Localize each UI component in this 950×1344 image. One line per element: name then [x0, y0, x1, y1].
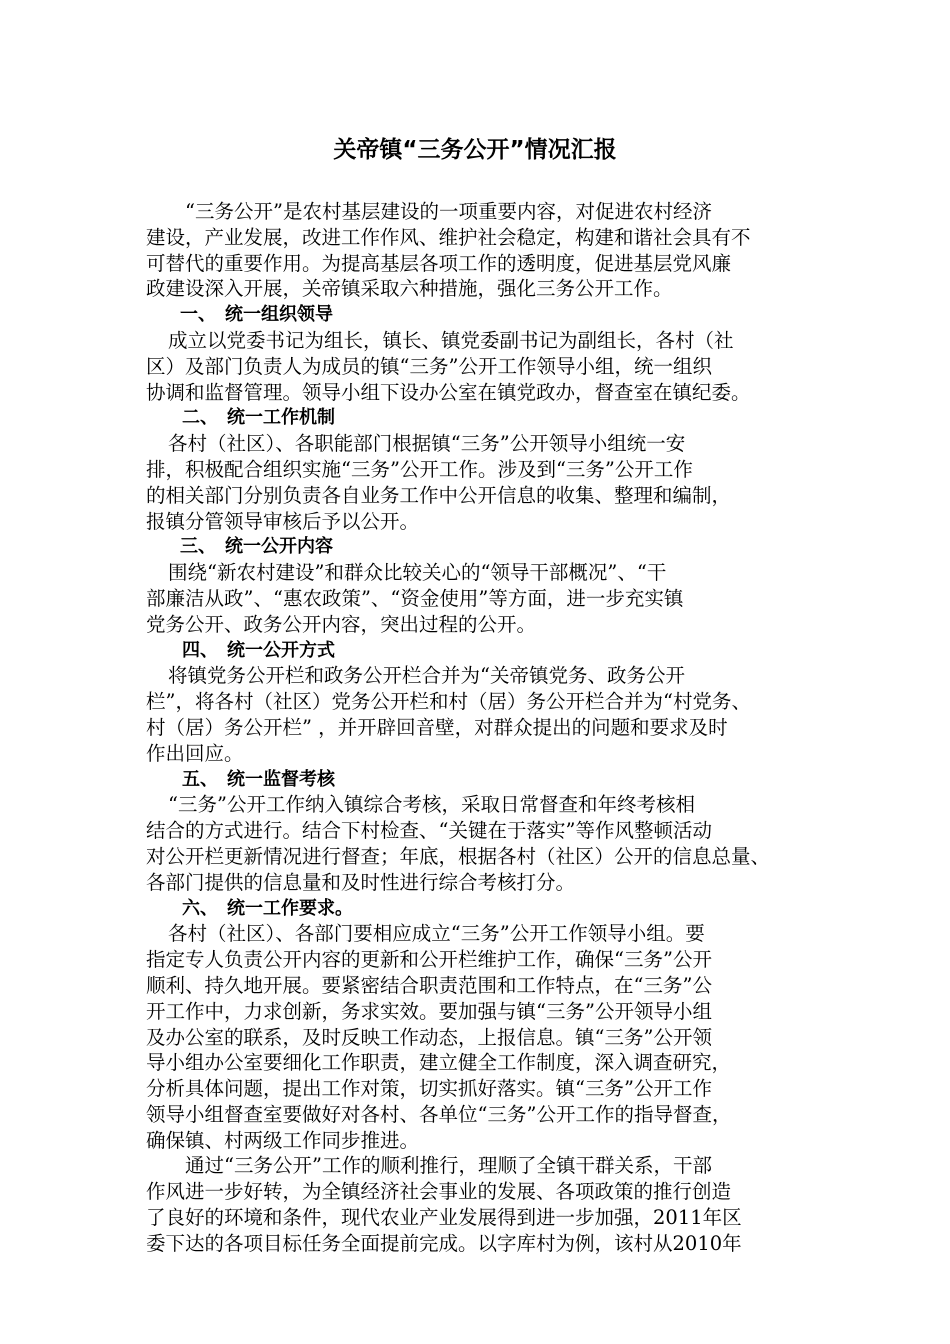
- section-heading-3: 三、 统一公开内容: [180, 536, 333, 558]
- paragraph-line: 建设，产业发展，改进工作作风、维护社会稳定，构建和谐社会具有不: [146, 225, 751, 249]
- paragraph-line: “三务公开”是农村基层建设的一项重要内容，对促进农村经济: [185, 200, 712, 223]
- paragraph-line: 栏”，将各村（社区）党务公开栏和村（居）务公开栏合并为“村党务、: [146, 690, 751, 714]
- paragraph-line: 顺利、持久地开展。要紧密结合职责范围和工作特点，在“三务”公: [146, 973, 712, 997]
- paragraph-line: 委下达的各项目标任务全面提前完成。以字库村为例，该村从2010年: [146, 1231, 742, 1255]
- paragraph-line: 部廉洁从政”、“惠农政策”、“资金使用”等方面，进一步充实镇: [146, 586, 684, 610]
- paragraph-line: 及办公室的联系，及时反映工作动态，上报信息。镇“三务”公开领: [146, 1025, 712, 1049]
- paragraph-line: 作出回应。: [146, 741, 244, 765]
- paragraph-line: 村（居）务公开栏” ，并开辟回音壁，对群众提出的问题和要求及时: [146, 715, 728, 739]
- paragraph-line: 协调和监督管理。领导小组下设办公室在镇党政办，督查室在镇纪委。: [146, 380, 751, 404]
- paragraph-line: 分析具体问题，提出工作对策，切实抓好落实。镇“三务”公开工作: [146, 1077, 712, 1101]
- section-heading-2: 二、 统一工作机制: [182, 407, 335, 429]
- document-title: 关帝镇“三务公开”情况汇报: [333, 137, 617, 163]
- paragraph-line: 了良好的环境和条件，现代农业产业发展得到进一步加强，2011年区: [146, 1206, 742, 1230]
- paragraph-line: 将镇党务公开栏和政务公开栏合并为“关帝镇党务、政务公开: [168, 664, 685, 688]
- paragraph-line: 可替代的重要作用。为提高基层各项工作的透明度，促进基层党风廉: [146, 251, 732, 275]
- paragraph-line: 排，积极配合组织实施“三务”公开工作。涉及到“三务”公开工作: [146, 457, 693, 481]
- paragraph-line: 报镇分管领导审核后予以公开。: [146, 509, 420, 533]
- paragraph-line: 围绕“新农村建设”和群众比较关心的“领导干部概况”、“干: [168, 561, 667, 585]
- paragraph-line: 确保镇、村两级工作同步推进。: [146, 1128, 420, 1152]
- paragraph-line: 党务公开、政务公开内容，突出过程的公开。: [146, 612, 537, 636]
- paragraph-line: 各部门提供的信息量和及时性进行综合考核打分。: [146, 870, 576, 894]
- paragraph-line: 区）及部门负责人为成员的镇“三务”公开工作领导小组，统一组织: [146, 354, 712, 378]
- paragraph-line: 开工作中，力求创新，务求实效。要加强与镇“三务”公开领导小组: [146, 999, 712, 1023]
- document-body: [146, 199, 826, 1257]
- section-heading-5: 五、 统一监督考核: [182, 768, 335, 790]
- paragraph-line: 各村（社区）、各职能部门根据镇“三务”公开领导小组统一安: [168, 432, 686, 456]
- paragraph-line: 导小组办公室要细化工作职责，建立健全工作制度，深入调查研究，: [146, 1051, 732, 1075]
- paragraph-line: 政建设深入开展，关帝镇采取六种措施，强化三务公开工作。: [146, 277, 673, 301]
- paragraph-line: 各村（社区）、各部门要相应成立“三务”公开工作领导小组。要: [168, 922, 705, 946]
- paragraph-line: 对公开栏更新情况进行督查；年底，根据各村（社区）公开的信息总量、: [146, 844, 771, 868]
- paragraph-line: 领导小组督查室要做好对各村、各单位“三务”公开工作的指导督查，: [146, 1102, 732, 1126]
- paragraph-line: 成立以党委书记为组长，镇长、镇党委副书记为副组长，各村（社: [168, 328, 734, 352]
- paragraph-line: 的相关部门分别负责各自业务工作中公开信息的收集、整理和编制，: [146, 483, 732, 507]
- paragraph-line: 指定专人负责公开内容的更新和公开栏维护工作，确保“三务”公开: [146, 948, 712, 972]
- paragraph-line: 作风进一步好转，为全镇经济社会事业的发展、各项政策的推行创造: [146, 1180, 732, 1204]
- paragraph-line: “三务”公开工作纳入镇综合考核，采取日常督查和年终考核相: [168, 793, 695, 817]
- paragraph-line: 通过“三务公开”工作的顺利推行，理顺了全镇干群关系，干部: [185, 1154, 712, 1178]
- section-heading-4: 四、 统一公开方式: [182, 639, 335, 661]
- section-heading-1: 一、 统一组织领导: [180, 304, 333, 326]
- paragraph-line: 结合的方式进行。结合下村检查、“关键在于落实”等作风整顿活动: [146, 819, 712, 843]
- section-heading-6: 六、 统一工作要求。: [182, 897, 353, 919]
